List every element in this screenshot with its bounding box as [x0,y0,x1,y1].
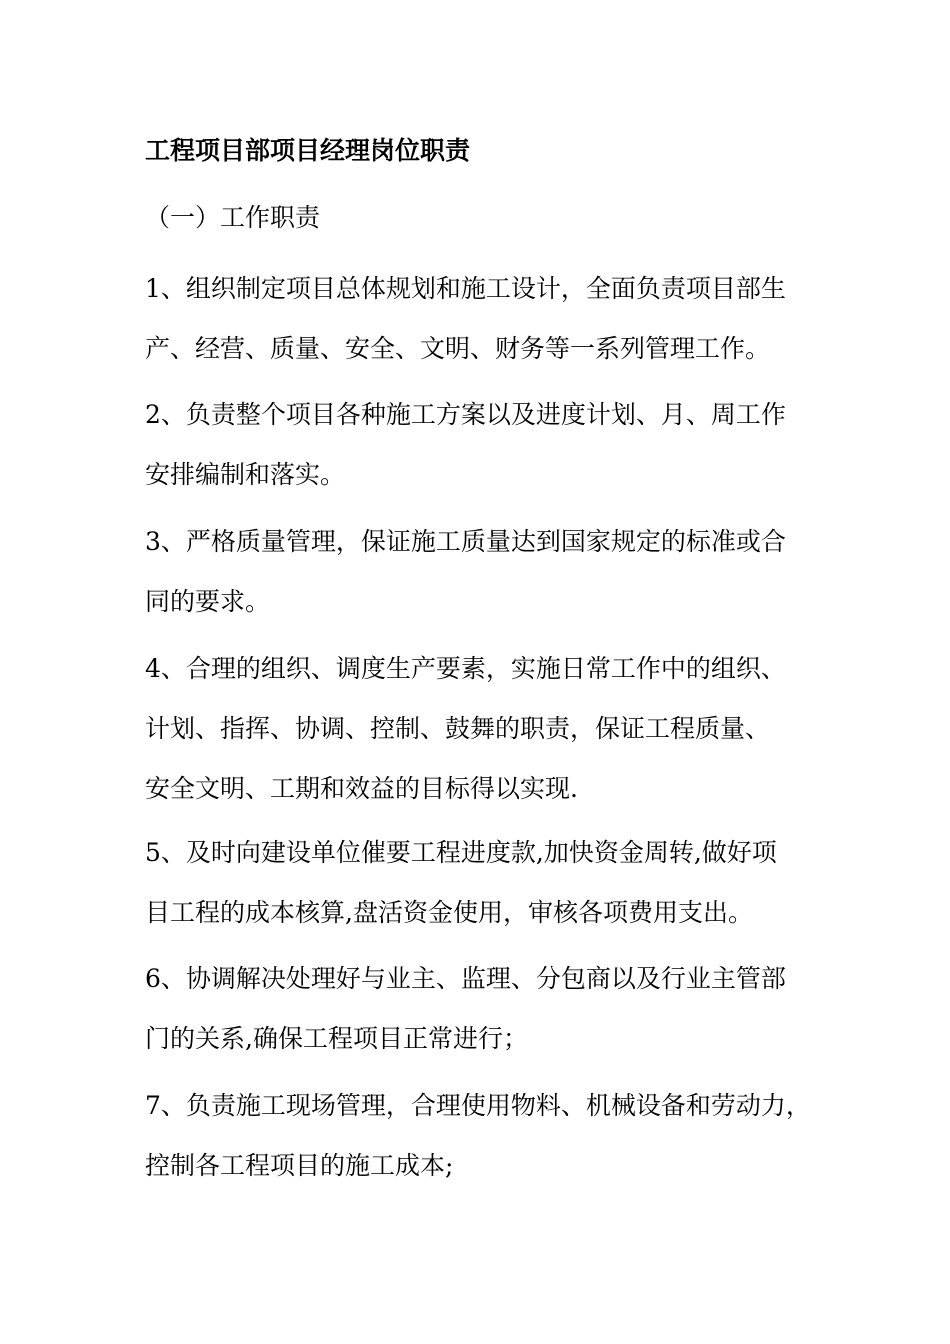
duty-item-line: 产、经营、质量、安全、文明、财务等一系列管理工作。 [145,334,771,363]
duty-item-7 [145,1076,835,1196]
duty-item-3 [145,512,835,632]
duty-item-line: 计划、指挥、协调、控制、鼓舞的职责，保证工程质量、 [145,714,771,743]
duty-item-line: 2、负责整个项目各种施工方案以及进度计划、月、周工作 [145,400,786,429]
duty-item-line: 门的关系,确保工程项目正常进行； [145,1024,528,1053]
document-title: 工程项目部项目经理岗位职责 [145,136,471,165]
duty-item-2 [145,385,835,505]
duty-item-line: 3、严格质量管理，保证施工质量达到国家规定的标准或合 [145,527,786,556]
duty-item-line: 同的要求。 [145,587,271,616]
section-heading: （一）工作职责 [145,203,321,232]
duty-item-4 [145,639,835,819]
duty-item-6 [145,949,835,1069]
duty-item-line: 安全文明、工期和效益的目标得以实现. [145,774,578,803]
duty-item-line: 6、协调解决处理好与业主、监理、分包商以及行业主管部 [145,964,786,993]
duty-item-line: 7、负责施工现场管理，合理使用物料、机械设备和劳动力， [145,1091,811,1120]
duty-item-line: 安排编制和落实。 [145,460,346,489]
duty-item-line: 5、及时向建设单位催要工程进度款,加快资金周转,做好项 [145,838,777,867]
duty-item-line: 4、合理的组织、调度生产要素，实施日常工作中的组织、 [145,654,786,683]
duty-item-line: 目工程的成本核算,盘活资金使用，审核各项费用支出。 [145,898,753,927]
duty-item-1 [145,259,835,379]
duty-item-line: 控制各工程项目的施工成本; [145,1151,454,1180]
duty-item-line: 1、组织制定项目总体规划和施工设计，全面负责项目部生 [145,274,786,303]
duty-item-5 [145,823,835,943]
